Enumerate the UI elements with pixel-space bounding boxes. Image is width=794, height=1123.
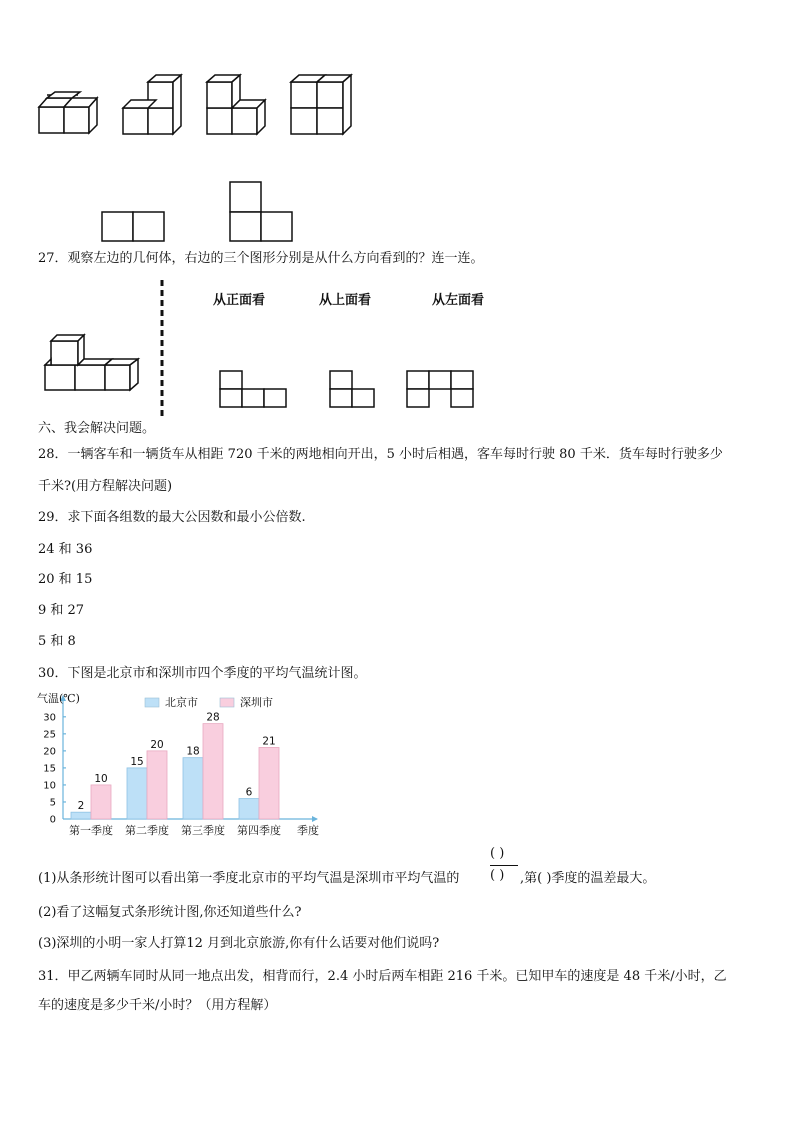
- q30-sub3: (3)深圳的小明一家人打算12 月到北京旅游,你有什么话要对他们说吗?: [38, 936, 440, 951]
- bar-value-label: 21: [262, 735, 276, 748]
- view-label-front: 从正面看: [213, 293, 266, 308]
- question-31-line1: 31．甲乙两辆车同时从同一地点出发，相背而行，2.4 小时后两车相距 216 千米。已知甲车的速度是 48 千米/小时，乙: [38, 969, 727, 984]
- bar-value-label: 20: [150, 738, 164, 751]
- view-shape-l-three-squares: [230, 182, 292, 241]
- x-axis-label: 季度: [297, 824, 319, 837]
- question-27: 27．观察左边的几何体，右边的三个图形分别是从什么方向看到的？连一连。: [38, 251, 484, 266]
- bar: [71, 812, 91, 819]
- bar: [127, 768, 147, 819]
- fraction-numerator-blank: ( ): [490, 846, 505, 861]
- bar: [259, 747, 279, 819]
- x-category-label: 第四季度: [237, 824, 281, 837]
- bar-value-label: 2: [77, 800, 85, 813]
- bar: [91, 785, 111, 819]
- x-category-label: 第一季度: [69, 824, 113, 837]
- q30-sub1-text: (1)从条形统计图可以看出第一季度北京市的平均气温是深圳市平均气温的: [38, 871, 460, 886]
- legend-label: 深圳市: [240, 696, 273, 709]
- bar-value-label: 15: [130, 755, 144, 768]
- view-shape-two-squares: [102, 212, 164, 241]
- cube-figure-2: [123, 75, 181, 134]
- bar: [239, 799, 259, 819]
- q30-sub2: (2)看了这幅复式条形统计图,你还知道些什么?: [38, 905, 302, 920]
- q27-view-b: [330, 371, 374, 407]
- y-tick-label: 0: [49, 814, 56, 826]
- q27-figure: [0, 275, 794, 445]
- y-tick-label: 20: [43, 746, 56, 758]
- y-tick-label: 10: [43, 780, 56, 792]
- q30-sub1-text-b: ,第( )季度的温差最大。: [520, 871, 656, 886]
- fraction-denominator-blank: ( ): [490, 868, 505, 883]
- y-tick-label: 5: [49, 797, 56, 809]
- x-axis-arrow: [312, 816, 318, 822]
- view-label-left: 从左面看: [432, 293, 485, 308]
- q29-pair: 24 和 36: [38, 542, 93, 557]
- bar-value-label: 18: [186, 745, 200, 758]
- bar: [183, 758, 203, 819]
- q29-pair: 20 和 15: [38, 572, 93, 587]
- y-tick-label: 30: [43, 712, 56, 724]
- bar-value-label: 6: [245, 786, 253, 799]
- question-28-line2: 千米?(用方程解决问题): [38, 479, 173, 494]
- legend-swatch: [145, 698, 159, 707]
- q27-view-a: [220, 371, 286, 407]
- y-tick-label: 25: [43, 729, 56, 741]
- bar: [203, 724, 223, 819]
- cube-figure-3: [207, 75, 265, 134]
- view-label-top: 从上面看: [319, 293, 372, 308]
- q27-view-c: [407, 371, 473, 407]
- question-31-line2: 车的速度是多少千米/小时？（用方程解）: [38, 998, 277, 1013]
- bar: [147, 751, 167, 819]
- q29-pair: 9 和 27: [38, 603, 85, 618]
- fraction-bar: [490, 865, 518, 866]
- x-category-label: 第三季度: [181, 824, 225, 837]
- temperature-bar-chart: [35, 688, 335, 838]
- y-axis-label: 气温(℃): [37, 692, 80, 705]
- bar-value-label: 10: [94, 772, 108, 785]
- section-heading-6: 六、我会解决问题。: [38, 421, 156, 436]
- cube-figures-top: [0, 0, 794, 250]
- cube-figure-4: [291, 75, 351, 134]
- question-30: 30．下图是北京市和深圳市四个季度的平均气温统计图。: [38, 666, 367, 681]
- legend-swatch: [220, 698, 234, 707]
- question-28-line1: 28．一辆客车和一辆货车从相距 720 千米的两地相向开出，5 小时后相遇，客车每时行驶 80 千米．货车每时行驶多少: [38, 447, 723, 462]
- q27-solid: [45, 335, 138, 390]
- bar-value-label: 28: [206, 711, 220, 724]
- question-29: 29．求下面各组数的最大公因数和最小公倍数.: [38, 510, 306, 525]
- cube-figure-1: [39, 92, 97, 133]
- q29-pair: 5 和 8: [38, 634, 76, 649]
- x-category-label: 第二季度: [125, 824, 169, 837]
- legend-label: 北京市: [165, 696, 198, 709]
- y-tick-label: 15: [43, 763, 56, 775]
